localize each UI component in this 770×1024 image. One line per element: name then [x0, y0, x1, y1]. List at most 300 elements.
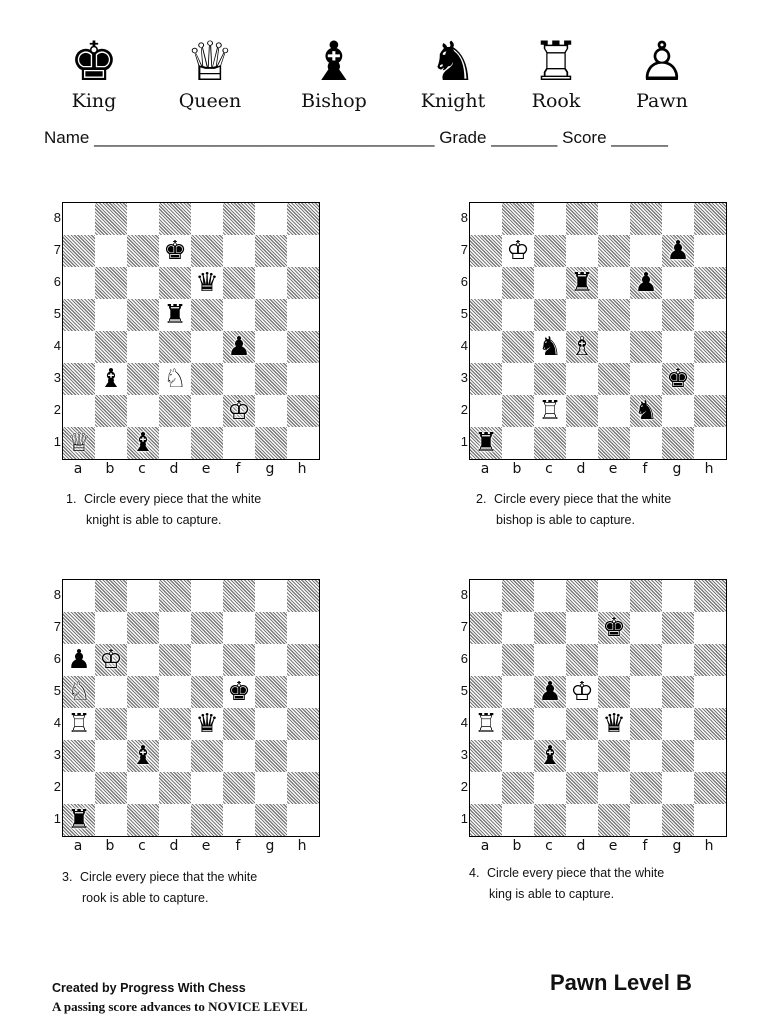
square-c3[interactable]: [127, 740, 159, 772]
black-pawn-icon[interactable]: ♟: [666, 236, 690, 266]
square-b4[interactable]: [502, 708, 534, 740]
white-king-icon[interactable]: ♔: [99, 645, 123, 675]
square-e6[interactable]: [598, 267, 630, 299]
square-g6[interactable]: [662, 267, 694, 299]
square-b1[interactable]: [502, 427, 534, 459]
square-g5[interactable]: [255, 299, 287, 331]
square-c8[interactable]: [534, 580, 566, 612]
square-c2[interactable]: [127, 772, 159, 804]
square-a6[interactable]: [470, 644, 502, 676]
square-h4[interactable]: [694, 331, 726, 363]
square-f5[interactable]: [630, 299, 662, 331]
square-a8[interactable]: [63, 203, 95, 235]
square-d3[interactable]: [159, 363, 191, 395]
square-h4[interactable]: [694, 708, 726, 740]
square-d2[interactable]: [159, 772, 191, 804]
king-icon: ♚: [69, 30, 119, 93]
square-c6[interactable]: [534, 644, 566, 676]
square-h6[interactable]: [287, 644, 319, 676]
black-rook-icon[interactable]: ♜: [570, 268, 594, 298]
square-a6[interactable]: [470, 267, 502, 299]
rook-icon: ♖: [531, 30, 581, 93]
square-e1[interactable]: [191, 804, 223, 836]
square-e8[interactable]: [191, 580, 223, 612]
square-e2[interactable]: [598, 772, 630, 804]
square-b6[interactable]: [502, 267, 534, 299]
square-g4[interactable]: [662, 331, 694, 363]
square-d8[interactable]: [159, 580, 191, 612]
white-knight-icon[interactable]: ♘: [67, 677, 91, 707]
square-f7[interactable]: [630, 235, 662, 267]
square-c7[interactable]: [127, 612, 159, 644]
square-e4[interactable]: [191, 708, 223, 740]
square-c6[interactable]: [127, 267, 159, 299]
square-c7[interactable]: [127, 235, 159, 267]
white-rook-icon[interactable]: ♖: [67, 709, 91, 739]
square-f7[interactable]: [223, 612, 255, 644]
square-f2[interactable]: [223, 772, 255, 804]
square-c5[interactable]: [127, 299, 159, 331]
square-a2[interactable]: [63, 395, 95, 427]
square-b8[interactable]: [95, 203, 127, 235]
black-pawn-icon[interactable]: ♟: [634, 268, 658, 298]
name-field[interactable]: ____________________________________: [94, 128, 435, 147]
square-b8[interactable]: [95, 580, 127, 612]
square-b6[interactable]: [95, 267, 127, 299]
square-h7[interactable]: [694, 612, 726, 644]
square-h6[interactable]: [287, 267, 319, 299]
square-a2[interactable]: [470, 772, 502, 804]
square-d1[interactable]: [566, 804, 598, 836]
square-f7[interactable]: [630, 612, 662, 644]
square-a6[interactable]: [63, 644, 95, 676]
square-e5[interactable]: [191, 299, 223, 331]
square-h6[interactable]: [694, 267, 726, 299]
square-c8[interactable]: [534, 203, 566, 235]
square-g5[interactable]: [662, 676, 694, 708]
black-king-icon[interactable]: ♚: [163, 236, 187, 266]
square-d5[interactable]: [159, 299, 191, 331]
square-f6[interactable]: [630, 267, 662, 299]
square-f8[interactable]: [630, 580, 662, 612]
square-g7[interactable]: [255, 235, 287, 267]
square-b3[interactable]: [502, 363, 534, 395]
square-a4[interactable]: [470, 331, 502, 363]
square-g5[interactable]: [662, 299, 694, 331]
square-h8[interactable]: [287, 203, 319, 235]
square-b2[interactable]: [502, 395, 534, 427]
square-b3[interactable]: [95, 740, 127, 772]
square-e1[interactable]: [598, 427, 630, 459]
square-h3[interactable]: [287, 363, 319, 395]
square-e2[interactable]: [191, 395, 223, 427]
square-c4[interactable]: [127, 708, 159, 740]
square-a5[interactable]: [63, 676, 95, 708]
square-d7[interactable]: [566, 235, 598, 267]
square-c8[interactable]: [127, 203, 159, 235]
square-g3[interactable]: [662, 363, 694, 395]
square-g1[interactable]: [662, 427, 694, 459]
square-c4[interactable]: [534, 708, 566, 740]
square-d1[interactable]: [566, 427, 598, 459]
white-king-icon[interactable]: ♔: [227, 396, 251, 426]
square-d5[interactable]: [566, 676, 598, 708]
square-g4[interactable]: [662, 708, 694, 740]
square-f2[interactable]: [630, 772, 662, 804]
instruction-line: knight is able to capture.: [86, 513, 222, 527]
square-h2[interactable]: [694, 395, 726, 427]
square-d5[interactable]: [159, 676, 191, 708]
square-h3[interactable]: [694, 363, 726, 395]
square-a3[interactable]: [63, 740, 95, 772]
square-e6[interactable]: [191, 644, 223, 676]
square-b1[interactable]: [95, 804, 127, 836]
square-a5[interactable]: [470, 299, 502, 331]
square-d4[interactable]: [159, 708, 191, 740]
square-e1[interactable]: [598, 804, 630, 836]
square-g7[interactable]: [662, 235, 694, 267]
square-d6[interactable]: [566, 267, 598, 299]
square-a5[interactable]: [63, 299, 95, 331]
square-b5[interactable]: [502, 676, 534, 708]
square-h2[interactable]: [287, 395, 319, 427]
black-pawn-icon[interactable]: ♟: [538, 677, 562, 707]
square-h7[interactable]: [287, 612, 319, 644]
square-b2[interactable]: [502, 772, 534, 804]
square-c1[interactable]: [534, 427, 566, 459]
square-a8[interactable]: [470, 580, 502, 612]
square-f6[interactable]: [223, 644, 255, 676]
square-b1[interactable]: [95, 427, 127, 459]
square-f7[interactable]: [223, 235, 255, 267]
square-d8[interactable]: [566, 580, 598, 612]
square-b7[interactable]: [502, 612, 534, 644]
square-g7[interactable]: [662, 612, 694, 644]
square-a3[interactable]: [470, 363, 502, 395]
square-h8[interactable]: [287, 580, 319, 612]
white-knight-icon[interactable]: ♘: [163, 364, 187, 394]
square-f6[interactable]: [223, 267, 255, 299]
square-c4[interactable]: [534, 331, 566, 363]
square-g6[interactable]: [662, 644, 694, 676]
square-a8[interactable]: [470, 203, 502, 235]
black-knight-icon[interactable]: ♞: [634, 396, 658, 426]
square-h5[interactable]: [287, 299, 319, 331]
square-h3[interactable]: [287, 740, 319, 772]
square-h1[interactable]: [287, 804, 319, 836]
black-queen-icon[interactable]: ♛: [195, 268, 219, 298]
square-d2[interactable]: [566, 772, 598, 804]
black-pawn-icon[interactable]: ♟: [67, 645, 91, 675]
square-c3[interactable]: [534, 363, 566, 395]
square-e7[interactable]: [191, 612, 223, 644]
square-e2[interactable]: [598, 395, 630, 427]
square-e5[interactable]: [598, 299, 630, 331]
square-b7[interactable]: [95, 612, 127, 644]
square-d4[interactable]: [566, 331, 598, 363]
square-b2[interactable]: [95, 395, 127, 427]
square-f8[interactable]: [223, 580, 255, 612]
rank-labels: [49, 579, 61, 835]
square-e3[interactable]: [598, 740, 630, 772]
square-h5[interactable]: [694, 676, 726, 708]
square-g1[interactable]: [255, 427, 287, 459]
square-e8[interactable]: [598, 580, 630, 612]
square-b8[interactable]: [502, 203, 534, 235]
square-b3[interactable]: [95, 363, 127, 395]
square-b5[interactable]: [502, 299, 534, 331]
square-a4[interactable]: [63, 708, 95, 740]
square-d8[interactable]: [159, 203, 191, 235]
black-rook-icon[interactable]: ♜: [163, 300, 187, 330]
square-b5[interactable]: [95, 676, 127, 708]
square-b6[interactable]: [502, 644, 534, 676]
square-c6[interactable]: [534, 267, 566, 299]
square-c1[interactable]: [534, 804, 566, 836]
square-g8[interactable]: [255, 580, 287, 612]
square-f3[interactable]: [630, 740, 662, 772]
square-c5[interactable]: [534, 676, 566, 708]
square-e5[interactable]: [598, 676, 630, 708]
square-d4[interactable]: [566, 708, 598, 740]
square-f8[interactable]: [630, 203, 662, 235]
square-f2[interactable]: [630, 395, 662, 427]
square-d3[interactable]: [566, 363, 598, 395]
square-f5[interactable]: [223, 676, 255, 708]
square-e5[interactable]: [191, 676, 223, 708]
square-d1[interactable]: [159, 427, 191, 459]
square-b7[interactable]: [95, 235, 127, 267]
square-f5[interactable]: [223, 299, 255, 331]
square-b7[interactable]: [502, 235, 534, 267]
square-f5[interactable]: [630, 676, 662, 708]
square-d3[interactable]: [566, 740, 598, 772]
square-a5[interactable]: [470, 676, 502, 708]
square-h2[interactable]: [287, 772, 319, 804]
square-g8[interactable]: [662, 580, 694, 612]
square-d2[interactable]: [159, 395, 191, 427]
square-f1[interactable]: [630, 427, 662, 459]
square-d3[interactable]: [159, 740, 191, 772]
black-bishop-icon[interactable]: ♝: [131, 741, 155, 771]
square-c7[interactable]: [534, 612, 566, 644]
black-knight-icon[interactable]: ♞: [538, 332, 562, 362]
grade-field[interactable]: _______: [491, 128, 558, 147]
black-bishop-icon[interactable]: ♝: [131, 428, 155, 458]
square-e4[interactable]: [598, 708, 630, 740]
square-c2[interactable]: [534, 395, 566, 427]
square-g3[interactable]: [255, 740, 287, 772]
square-d6[interactable]: [159, 644, 191, 676]
score-field[interactable]: ______: [611, 128, 668, 147]
square-c7[interactable]: [534, 235, 566, 267]
black-rook-icon[interactable]: ♜: [67, 805, 91, 835]
square-d6[interactable]: [159, 267, 191, 299]
rank-label: 2: [53, 402, 61, 417]
square-d5[interactable]: [566, 299, 598, 331]
square-e8[interactable]: [191, 203, 223, 235]
square-g3[interactable]: [255, 363, 287, 395]
square-h1[interactable]: [694, 804, 726, 836]
square-d2[interactable]: [566, 395, 598, 427]
square-g4[interactable]: [255, 708, 287, 740]
square-a1[interactable]: [470, 427, 502, 459]
square-b8[interactable]: [502, 580, 534, 612]
square-e1[interactable]: [191, 427, 223, 459]
square-e7[interactable]: [598, 235, 630, 267]
square-f4[interactable]: [630, 331, 662, 363]
square-a1[interactable]: [470, 804, 502, 836]
square-e8[interactable]: [598, 203, 630, 235]
white-bishop-icon[interactable]: ♗: [570, 332, 594, 362]
square-c3[interactable]: [534, 740, 566, 772]
square-f1[interactable]: [223, 427, 255, 459]
square-h1[interactable]: [287, 427, 319, 459]
square-f3[interactable]: [630, 363, 662, 395]
square-a3[interactable]: [470, 740, 502, 772]
square-a7[interactable]: [63, 235, 95, 267]
square-d7[interactable]: [159, 235, 191, 267]
square-b4[interactable]: [95, 331, 127, 363]
square-e3[interactable]: [598, 363, 630, 395]
black-rook-icon[interactable]: ♜: [474, 428, 498, 458]
black-king-icon[interactable]: ♚: [666, 364, 690, 394]
square-h6[interactable]: [694, 644, 726, 676]
square-c5[interactable]: [534, 299, 566, 331]
square-a4[interactable]: [63, 331, 95, 363]
square-g1[interactable]: [255, 804, 287, 836]
square-f1[interactable]: [223, 804, 255, 836]
square-g2[interactable]: [662, 772, 694, 804]
square-g6[interactable]: [255, 644, 287, 676]
black-queen-icon[interactable]: ♛: [602, 709, 626, 739]
square-c3[interactable]: [127, 363, 159, 395]
square-b4[interactable]: [502, 331, 534, 363]
square-f4[interactable]: [223, 331, 255, 363]
black-queen-icon[interactable]: ♛: [195, 709, 219, 739]
square-e2[interactable]: [191, 772, 223, 804]
square-a7[interactable]: [63, 612, 95, 644]
chess-board: [469, 202, 727, 460]
square-g2[interactable]: [662, 395, 694, 427]
square-a4[interactable]: [470, 708, 502, 740]
square-a7[interactable]: [470, 235, 502, 267]
square-h1[interactable]: [694, 427, 726, 459]
white-king-icon[interactable]: ♔: [570, 677, 594, 707]
square-h2[interactable]: [694, 772, 726, 804]
square-g4[interactable]: [255, 331, 287, 363]
square-d4[interactable]: [159, 331, 191, 363]
square-f3[interactable]: [223, 363, 255, 395]
square-e3[interactable]: [191, 363, 223, 395]
square-b6[interactable]: [95, 644, 127, 676]
square-a1[interactable]: [63, 804, 95, 836]
square-d6[interactable]: [566, 644, 598, 676]
square-e7[interactable]: [598, 612, 630, 644]
square-d8[interactable]: [566, 203, 598, 235]
square-g3[interactable]: [662, 740, 694, 772]
square-d1[interactable]: [159, 804, 191, 836]
white-queen-icon[interactable]: ♕: [67, 428, 91, 458]
white-rook-icon[interactable]: ♖: [474, 709, 498, 739]
square-f2[interactable]: [223, 395, 255, 427]
black-bishop-icon[interactable]: ♝: [99, 364, 123, 394]
square-h4[interactable]: [287, 708, 319, 740]
white-king-icon[interactable]: ♔: [506, 236, 530, 266]
black-bishop-icon[interactable]: ♝: [538, 741, 562, 771]
square-h7[interactable]: [694, 235, 726, 267]
square-g7[interactable]: [255, 612, 287, 644]
square-b3[interactable]: [502, 740, 534, 772]
black-pawn-icon[interactable]: ♟: [227, 332, 251, 362]
square-h8[interactable]: [694, 203, 726, 235]
square-c4[interactable]: [127, 331, 159, 363]
square-e4[interactable]: [191, 331, 223, 363]
square-g5[interactable]: [255, 676, 287, 708]
square-g2[interactable]: [255, 395, 287, 427]
square-g6[interactable]: [255, 267, 287, 299]
square-b2[interactable]: [95, 772, 127, 804]
square-h3[interactable]: [694, 740, 726, 772]
square-a7[interactable]: [470, 612, 502, 644]
white-rook-icon[interactable]: ♖: [538, 396, 562, 426]
square-f4[interactable]: [223, 708, 255, 740]
square-h8[interactable]: [694, 580, 726, 612]
square-g8[interactable]: [255, 203, 287, 235]
square-h4[interactable]: [287, 331, 319, 363]
square-a1[interactable]: [63, 427, 95, 459]
square-a8[interactable]: [63, 580, 95, 612]
square-h5[interactable]: [287, 676, 319, 708]
square-c6[interactable]: [127, 644, 159, 676]
square-a2[interactable]: [470, 395, 502, 427]
square-d7[interactable]: [566, 612, 598, 644]
square-b4[interactable]: [95, 708, 127, 740]
square-f8[interactable]: [223, 203, 255, 235]
square-c2[interactable]: [127, 395, 159, 427]
square-g2[interactable]: [255, 772, 287, 804]
square-e6[interactable]: [191, 267, 223, 299]
rank-label: 2: [460, 779, 468, 794]
rank-label: 3: [460, 370, 468, 385]
square-a3[interactable]: [63, 363, 95, 395]
square-b5[interactable]: [95, 299, 127, 331]
square-f1[interactable]: [630, 804, 662, 836]
square-c5[interactable]: [127, 676, 159, 708]
square-h5[interactable]: [694, 299, 726, 331]
square-g1[interactable]: [662, 804, 694, 836]
square-e4[interactable]: [598, 331, 630, 363]
square-f4[interactable]: [630, 708, 662, 740]
square-d7[interactable]: [159, 612, 191, 644]
square-h7[interactable]: [287, 235, 319, 267]
black-king-icon[interactable]: ♚: [602, 613, 626, 643]
square-f6[interactable]: [630, 644, 662, 676]
square-a6[interactable]: [63, 267, 95, 299]
square-c8[interactable]: [127, 580, 159, 612]
black-king-icon[interactable]: ♚: [227, 677, 251, 707]
square-c2[interactable]: [534, 772, 566, 804]
square-a2[interactable]: [63, 772, 95, 804]
square-g8[interactable]: [662, 203, 694, 235]
square-c1[interactable]: [127, 804, 159, 836]
square-c1[interactable]: [127, 427, 159, 459]
square-f3[interactable]: [223, 740, 255, 772]
square-b1[interactable]: [502, 804, 534, 836]
square-e6[interactable]: [598, 644, 630, 676]
square-e3[interactable]: [191, 740, 223, 772]
square-e7[interactable]: [191, 235, 223, 267]
